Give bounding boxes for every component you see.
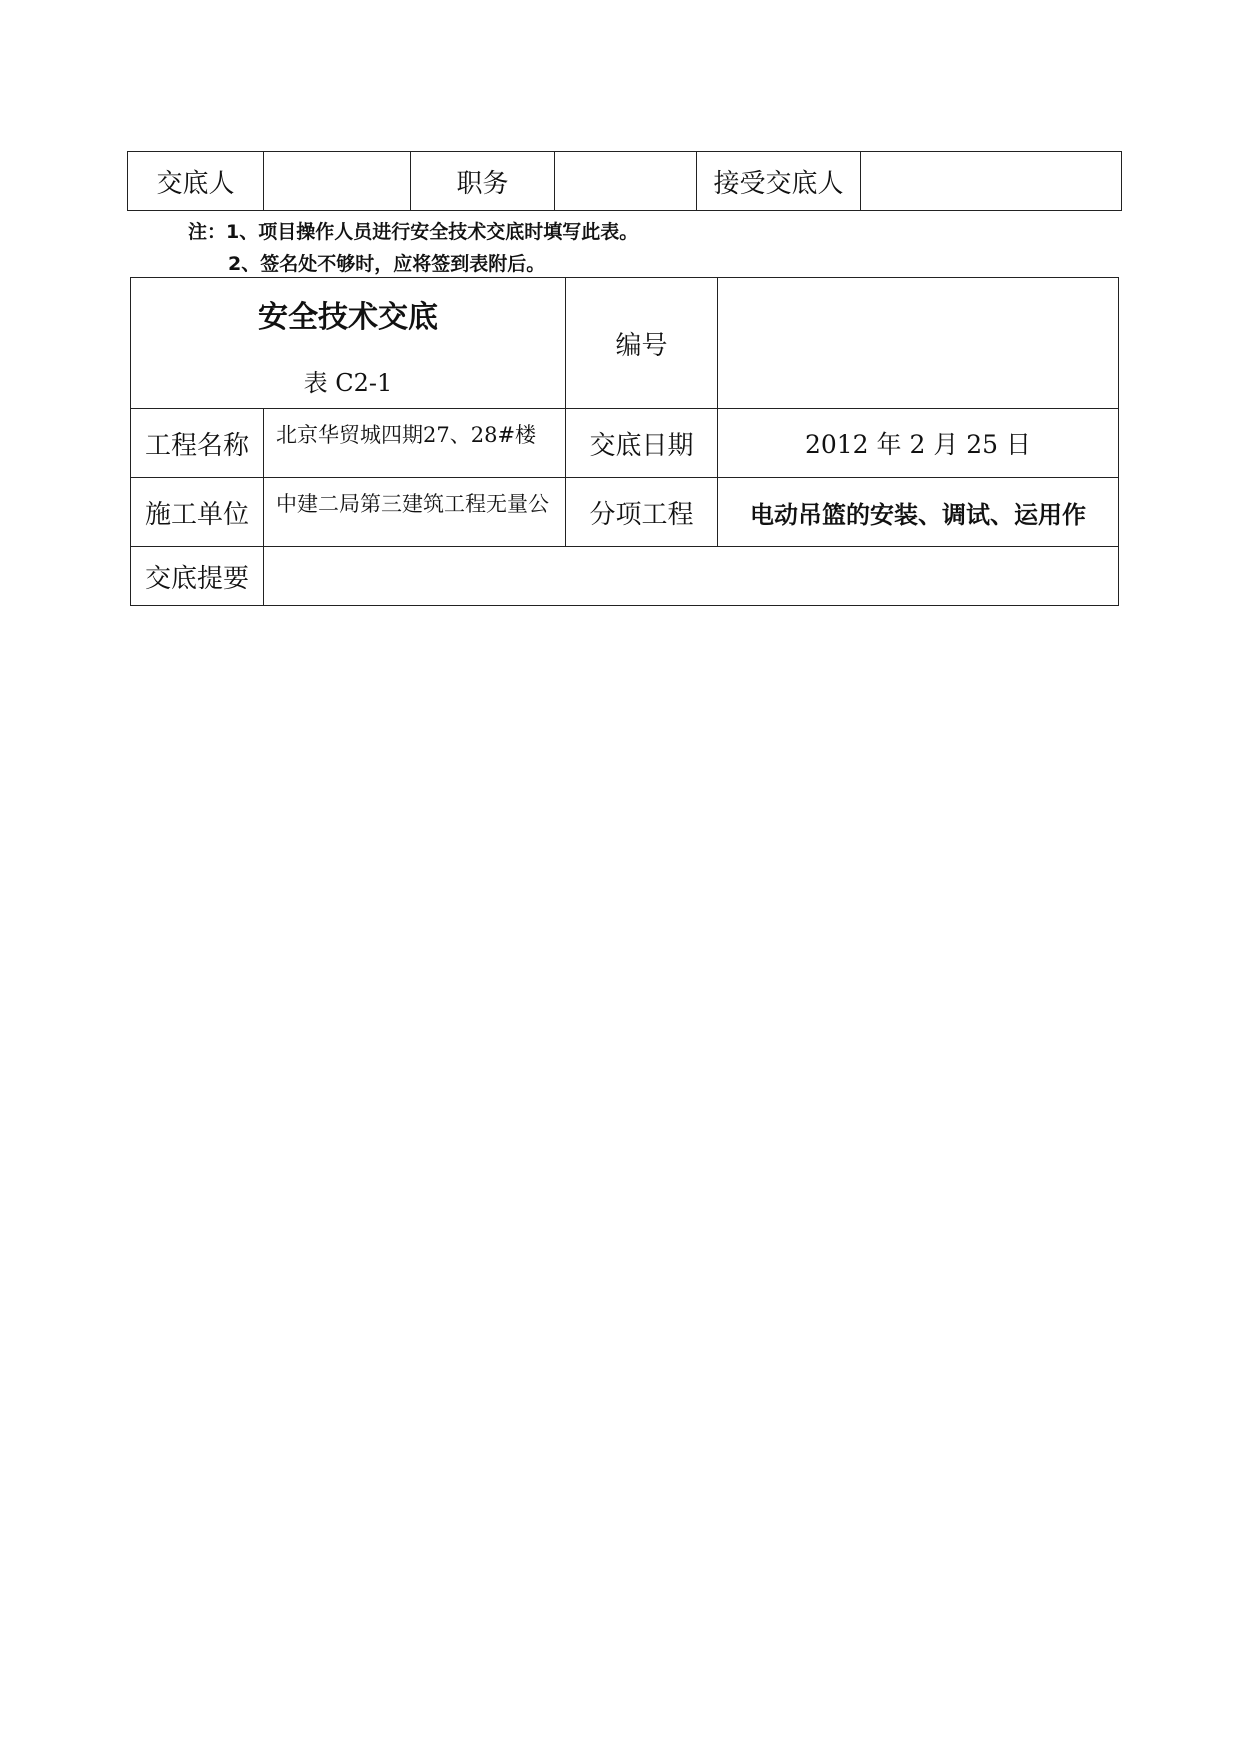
contractor-row (131, 478, 1119, 547)
contractor-label: 施工单位 (131, 478, 264, 547)
position-label: 职务 (411, 152, 555, 211)
safety-disclosure-form (130, 277, 1119, 606)
project-row (131, 409, 1119, 478)
sub-project-value[interactable]: 电动吊篮的安装、调试、运用作 (718, 478, 1119, 547)
discloser-field[interactable] (264, 152, 411, 211)
form-title: 安全技术交底 (258, 300, 438, 335)
receiver-field[interactable] (861, 152, 1122, 211)
summary-label: 交底提要 (131, 547, 264, 606)
date-label: 交底日期 (566, 409, 718, 478)
note-line-2: 2、签名处不够时，应将签到表附后。 (228, 253, 546, 275)
discloser-label: 交底人 (128, 152, 264, 211)
project-name-label: 工程名称 (131, 409, 264, 478)
summary-field[interactable] (264, 547, 1119, 606)
form-header-row (131, 278, 1119, 409)
form-code: 表 C2-1 (303, 369, 393, 397)
number-field[interactable] (718, 278, 1119, 409)
signature-table (127, 151, 1122, 211)
receiver-label: 接受交底人 (697, 152, 861, 211)
form-title-cell (131, 278, 566, 409)
number-label: 编号 (566, 278, 718, 409)
sub-project-label: 分项工程 (566, 478, 718, 547)
position-field[interactable] (555, 152, 697, 211)
project-name-value[interactable]: 北京华贸城四期27、28#楼 (264, 409, 566, 478)
signature-row (128, 152, 1122, 211)
summary-row (131, 547, 1119, 606)
note-line-1: 注：1、项目操作人员进行安全技术交底时填写此表。 (188, 221, 639, 243)
date-value[interactable]: 2012 年 2 月 25 日 (718, 409, 1119, 478)
contractor-value[interactable]: 中建二局第三建筑工程无量公 (264, 478, 566, 547)
